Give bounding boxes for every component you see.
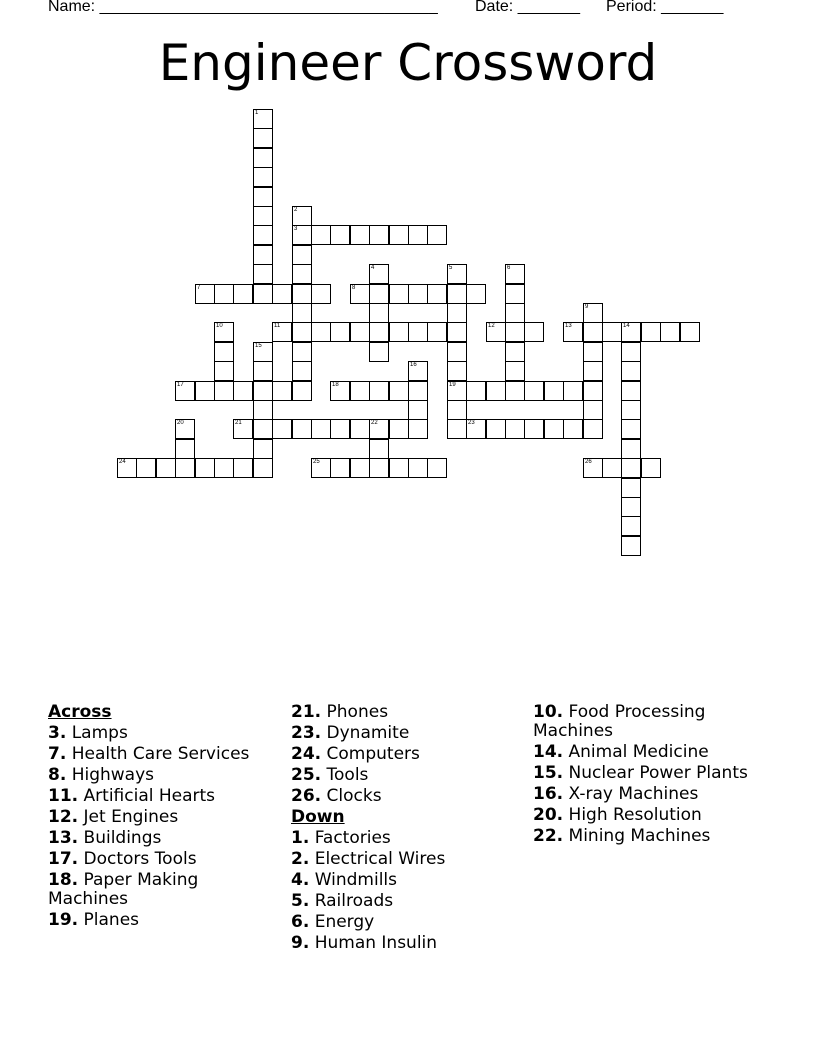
grid-cell[interactable] bbox=[175, 458, 195, 478]
grid-cell[interactable] bbox=[505, 342, 525, 362]
grid-cell[interactable] bbox=[583, 458, 603, 478]
grid-cell[interactable] bbox=[253, 419, 273, 439]
grid-cell[interactable] bbox=[369, 458, 389, 478]
clue-down-22: 22. Mining Machines bbox=[533, 826, 711, 846]
grid-cell[interactable] bbox=[583, 303, 603, 323]
grid-cell[interactable] bbox=[253, 361, 273, 381]
cell-number: 5 bbox=[449, 265, 453, 271]
grid-cell[interactable] bbox=[621, 516, 641, 536]
date-line: Date: _______ bbox=[475, 0, 580, 15]
grid-cell[interactable] bbox=[389, 458, 409, 478]
grid-cell[interactable] bbox=[447, 342, 467, 362]
grid-cell[interactable] bbox=[447, 381, 467, 401]
clue-down-1: 1. Factories bbox=[291, 828, 391, 848]
grid-cell[interactable] bbox=[233, 381, 253, 401]
grid-cell[interactable] bbox=[117, 458, 137, 478]
grid-cell[interactable] bbox=[583, 381, 603, 401]
grid-cell[interactable] bbox=[292, 245, 312, 265]
grid-cell[interactable] bbox=[253, 342, 273, 362]
grid-cell[interactable] bbox=[583, 361, 603, 381]
grid-cell[interactable] bbox=[389, 225, 409, 245]
cell-number: 9 bbox=[585, 304, 589, 310]
grid-cell[interactable] bbox=[583, 419, 603, 439]
grid-cell[interactable] bbox=[214, 284, 234, 304]
grid-cell[interactable] bbox=[408, 322, 428, 342]
grid-cell[interactable] bbox=[350, 419, 370, 439]
grid-cell[interactable] bbox=[641, 458, 661, 478]
grid-cell[interactable] bbox=[369, 264, 389, 284]
grid-cell[interactable] bbox=[214, 342, 234, 362]
grid-cell[interactable] bbox=[330, 381, 350, 401]
grid-cell[interactable] bbox=[466, 381, 486, 401]
page-title: Engineer Crossword bbox=[158, 34, 658, 92]
clue-across-12: 12. Jet Engines bbox=[48, 807, 179, 827]
cell-number: 21 bbox=[235, 420, 242, 426]
grid-cell[interactable] bbox=[389, 419, 409, 439]
grid-cell[interactable] bbox=[486, 322, 506, 342]
grid-cell[interactable] bbox=[272, 381, 292, 401]
grid-cell[interactable] bbox=[195, 381, 215, 401]
grid-cell[interactable] bbox=[447, 419, 467, 439]
grid-cell[interactable] bbox=[195, 284, 215, 304]
cell-number: 4 bbox=[371, 265, 375, 271]
grid-cell[interactable] bbox=[505, 322, 525, 342]
grid-cell[interactable] bbox=[253, 245, 273, 265]
grid-cell[interactable] bbox=[389, 322, 409, 342]
grid-cell[interactable] bbox=[389, 381, 409, 401]
grid-cell[interactable] bbox=[621, 497, 641, 517]
cell-number: 16 bbox=[410, 362, 417, 368]
grid-cell[interactable] bbox=[466, 419, 486, 439]
grid-cell[interactable] bbox=[408, 381, 428, 401]
grid-cell[interactable] bbox=[563, 381, 583, 401]
grid-cell[interactable] bbox=[408, 400, 428, 420]
grid-cell[interactable] bbox=[253, 439, 273, 459]
down-heading: Down bbox=[291, 807, 345, 827]
grid-cell[interactable] bbox=[563, 419, 583, 439]
clue-down-5: 5. Railroads bbox=[291, 891, 394, 911]
clue-down-6: 6. Energy bbox=[291, 912, 375, 932]
grid-cell[interactable] bbox=[292, 284, 312, 304]
grid-cell[interactable] bbox=[175, 419, 195, 439]
grid-cell[interactable] bbox=[253, 458, 273, 478]
cell-number: 2 bbox=[294, 207, 298, 213]
grid-cell[interactable] bbox=[408, 419, 428, 439]
grid-cell[interactable] bbox=[369, 439, 389, 459]
grid-cell[interactable] bbox=[621, 322, 641, 342]
grid-cell[interactable] bbox=[427, 225, 447, 245]
cell-number: 10 bbox=[216, 323, 223, 329]
grid-cell[interactable] bbox=[311, 225, 331, 245]
grid-cell[interactable] bbox=[156, 458, 176, 478]
grid-cell[interactable] bbox=[447, 284, 467, 304]
grid-cell[interactable] bbox=[292, 303, 312, 323]
grid-cell[interactable] bbox=[621, 381, 641, 401]
grid-cell[interactable] bbox=[369, 225, 389, 245]
cell-number: 23 bbox=[468, 420, 475, 426]
grid-cell[interactable] bbox=[602, 322, 622, 342]
grid-cell[interactable] bbox=[621, 478, 641, 498]
cell-number: 17 bbox=[177, 382, 184, 388]
clue-down-16: 16. X-ray Machines bbox=[533, 784, 699, 804]
grid-cell[interactable] bbox=[311, 458, 331, 478]
grid-cell[interactable] bbox=[544, 419, 564, 439]
grid-cell[interactable] bbox=[447, 361, 467, 381]
grid-cell[interactable] bbox=[330, 458, 350, 478]
grid-cell[interactable] bbox=[350, 381, 370, 401]
cell-number: 8 bbox=[352, 285, 356, 291]
grid-cell[interactable] bbox=[253, 284, 273, 304]
clue-across-19: 19. Planes bbox=[48, 910, 140, 930]
grid-cell[interactable] bbox=[175, 439, 195, 459]
grid-cell[interactable] bbox=[369, 342, 389, 362]
grid-cell[interactable] bbox=[253, 128, 273, 148]
cell-number: 22 bbox=[371, 420, 378, 426]
grid-cell[interactable] bbox=[505, 303, 525, 323]
grid-cell[interactable] bbox=[583, 342, 603, 362]
clue-column-1 bbox=[48, 703, 278, 932]
grid-cell[interactable] bbox=[292, 361, 312, 381]
grid-cell[interactable] bbox=[621, 536, 641, 556]
grid-cell[interactable] bbox=[253, 225, 273, 245]
grid-cell[interactable] bbox=[524, 419, 544, 439]
period-line: Period: _______ bbox=[606, 0, 724, 15]
grid-cell[interactable] bbox=[583, 400, 603, 420]
clue-column-2 bbox=[291, 703, 521, 955]
grid-cell[interactable] bbox=[466, 284, 486, 304]
grid-cell[interactable] bbox=[253, 400, 273, 420]
clue-across-21: 21. Phones bbox=[291, 702, 389, 722]
grid-cell[interactable] bbox=[214, 322, 234, 342]
grid-cell[interactable] bbox=[427, 458, 447, 478]
clue-across-13: 13. Buildings bbox=[48, 828, 162, 848]
grid-cell[interactable] bbox=[233, 419, 253, 439]
grid-cell[interactable] bbox=[621, 400, 641, 420]
grid-cell[interactable] bbox=[350, 458, 370, 478]
grid-cell[interactable] bbox=[292, 225, 312, 245]
grid-cell[interactable] bbox=[369, 322, 389, 342]
grid-cell[interactable] bbox=[621, 361, 641, 381]
grid-cell[interactable] bbox=[136, 458, 156, 478]
grid-cell[interactable] bbox=[621, 419, 641, 439]
grid-cell[interactable] bbox=[427, 284, 447, 304]
grid-cell[interactable] bbox=[350, 322, 370, 342]
grid-cell[interactable] bbox=[311, 322, 331, 342]
grid-cell[interactable] bbox=[524, 381, 544, 401]
grid-cell[interactable] bbox=[292, 322, 312, 342]
grid-cell[interactable] bbox=[563, 322, 583, 342]
grid-cell[interactable] bbox=[292, 381, 312, 401]
grid-cell[interactable] bbox=[602, 458, 622, 478]
grid-cell[interactable] bbox=[330, 225, 350, 245]
grid-cell[interactable] bbox=[660, 322, 680, 342]
grid-cell[interactable] bbox=[680, 322, 700, 342]
grid-cell[interactable] bbox=[253, 109, 273, 129]
grid-cell[interactable] bbox=[253, 381, 273, 401]
grid-cell[interactable] bbox=[195, 458, 215, 478]
grid-cell[interactable] bbox=[505, 419, 525, 439]
clue-across-25: 25. Tools bbox=[291, 765, 369, 785]
clue-across-24: 24. Computers bbox=[291, 744, 420, 764]
grid-cell[interactable] bbox=[253, 167, 273, 187]
grid-cell[interactable] bbox=[447, 400, 467, 420]
grid-cell[interactable] bbox=[175, 381, 195, 401]
grid-cell[interactable] bbox=[408, 284, 428, 304]
grid-cell[interactable] bbox=[486, 419, 506, 439]
clue-across-3: 3. Lamps bbox=[48, 723, 128, 743]
grid-cell[interactable] bbox=[369, 419, 389, 439]
grid-cell[interactable] bbox=[524, 322, 544, 342]
grid-cell[interactable] bbox=[427, 322, 447, 342]
cell-number: 25 bbox=[313, 459, 320, 465]
clue-down-14: 14. Animal Medicine bbox=[533, 742, 709, 762]
grid-cell[interactable] bbox=[311, 284, 331, 304]
clue-down-2: 2. Electrical Wires bbox=[291, 849, 446, 869]
cell-number: 12 bbox=[488, 323, 495, 329]
grid-cell[interactable] bbox=[621, 439, 641, 459]
clue-down-20: 20. High Resolution bbox=[533, 805, 702, 825]
clue-across-23: 23. Dynamite bbox=[291, 723, 410, 743]
cell-number: 15 bbox=[255, 343, 262, 349]
grid-cell[interactable] bbox=[389, 284, 409, 304]
grid-cell[interactable] bbox=[253, 206, 273, 226]
grid-cell[interactable] bbox=[350, 284, 370, 304]
grid-cell[interactable] bbox=[505, 381, 525, 401]
clue-across-26: 26. Clocks bbox=[291, 786, 382, 806]
grid-cell[interactable] bbox=[408, 225, 428, 245]
grid-cell[interactable] bbox=[214, 381, 234, 401]
grid-cell[interactable] bbox=[272, 284, 292, 304]
grid-cell[interactable] bbox=[214, 458, 234, 478]
cell-number: 1 bbox=[255, 110, 259, 116]
cell-number: 3 bbox=[294, 226, 298, 232]
clue-across-17: 17. Doctors Tools bbox=[48, 849, 197, 869]
cell-number: 14 bbox=[623, 323, 630, 329]
grid-cell[interactable] bbox=[641, 322, 661, 342]
grid-cell[interactable] bbox=[292, 419, 312, 439]
cell-number: 20 bbox=[177, 420, 184, 426]
grid-cell[interactable] bbox=[505, 284, 525, 304]
grid-cell[interactable] bbox=[369, 303, 389, 323]
grid-cell[interactable] bbox=[272, 322, 292, 342]
grid-cell[interactable] bbox=[544, 381, 564, 401]
grid-cell[interactable] bbox=[369, 381, 389, 401]
clue-column-3 bbox=[533, 703, 773, 848]
clue-down-15: 15. Nuclear Power Plants bbox=[533, 763, 748, 783]
grid-cell[interactable] bbox=[350, 225, 370, 245]
grid-cell[interactable] bbox=[233, 458, 253, 478]
grid-cell[interactable] bbox=[253, 264, 273, 284]
grid-cell[interactable] bbox=[369, 284, 389, 304]
grid-cell[interactable] bbox=[272, 419, 292, 439]
across-heading: Across bbox=[48, 702, 112, 722]
grid-cell[interactable] bbox=[214, 361, 234, 381]
clue-down-4: 4. Windmills bbox=[291, 870, 398, 890]
grid-cell[interactable] bbox=[408, 458, 428, 478]
grid-cell[interactable] bbox=[253, 148, 273, 168]
grid-cell[interactable] bbox=[621, 342, 641, 362]
grid-cell[interactable] bbox=[292, 342, 312, 362]
cell-number: 7 bbox=[197, 285, 201, 291]
name-line: Name: ______________________________________ bbox=[48, 0, 438, 15]
cell-number: 6 bbox=[507, 265, 511, 271]
grid-cell[interactable] bbox=[233, 284, 253, 304]
clue-across-8: 8. Highways bbox=[48, 765, 155, 785]
grid-cell[interactable] bbox=[505, 361, 525, 381]
grid-cell[interactable] bbox=[447, 322, 467, 342]
clue-down-10: 10. Food Processing Machines bbox=[533, 702, 706, 741]
cell-number: 19 bbox=[449, 382, 456, 388]
grid-cell[interactable] bbox=[621, 458, 641, 478]
grid-cell[interactable] bbox=[253, 187, 273, 207]
grid-cell[interactable] bbox=[486, 381, 506, 401]
cell-number: 24 bbox=[119, 459, 126, 465]
grid-cell[interactable] bbox=[311, 419, 331, 439]
cell-number: 26 bbox=[585, 459, 592, 465]
grid-cell[interactable] bbox=[330, 322, 350, 342]
cell-number: 13 bbox=[565, 323, 572, 329]
grid-cell[interactable] bbox=[292, 264, 312, 284]
grid-cell[interactable] bbox=[330, 419, 350, 439]
grid-cell[interactable] bbox=[292, 206, 312, 226]
grid-cell[interactable] bbox=[408, 361, 428, 381]
cell-number: 18 bbox=[332, 382, 339, 388]
grid-cell[interactable] bbox=[505, 264, 525, 284]
clue-down-9: 9. Human Insulin bbox=[291, 933, 438, 953]
grid-cell[interactable] bbox=[447, 264, 467, 284]
clue-across-18: 18. Paper Making Machines bbox=[48, 870, 199, 909]
grid-cell[interactable] bbox=[447, 303, 467, 323]
grid-cell[interactable] bbox=[583, 322, 603, 342]
clue-across-7: 7. Health Care Services bbox=[48, 744, 250, 764]
cell-number: 11 bbox=[274, 323, 281, 329]
clue-across-11: 11. Artificial Hearts bbox=[48, 786, 216, 806]
